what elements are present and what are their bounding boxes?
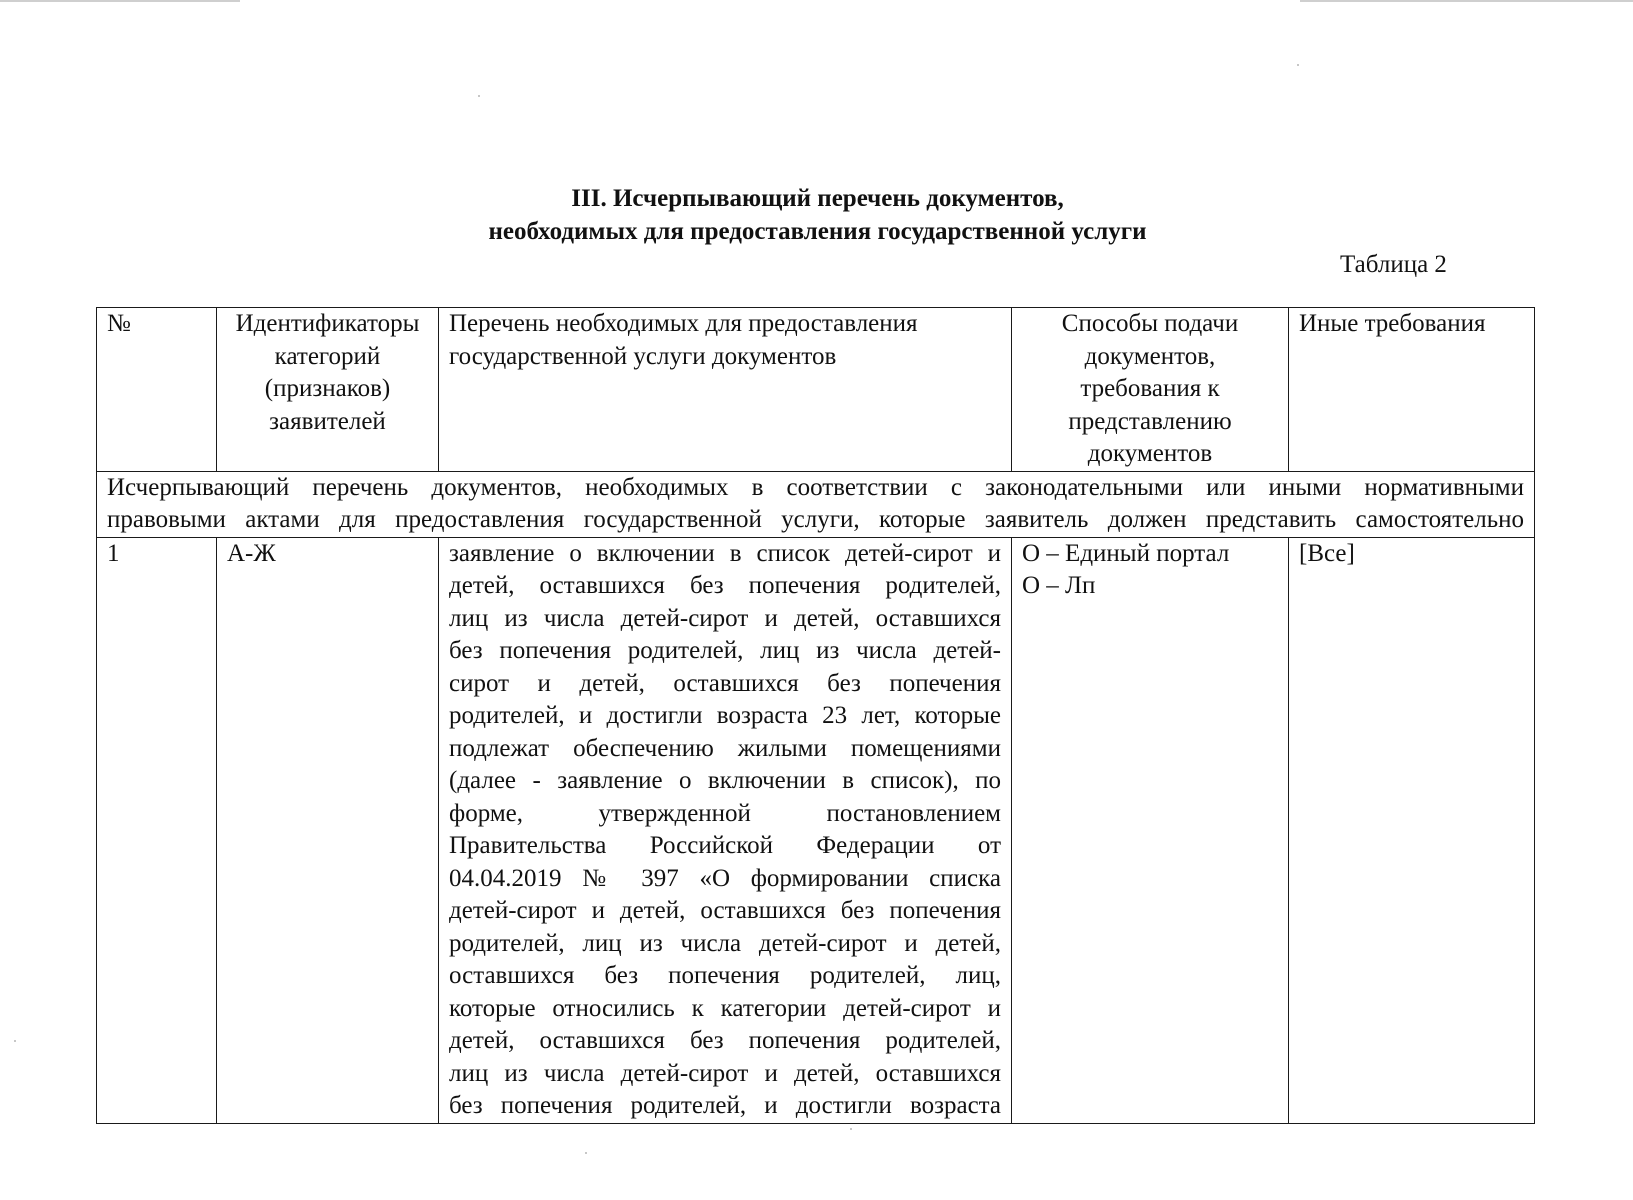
document-text-line: детей, оставшихся без попечения родителей, xyxy=(449,572,1001,599)
method-item: О – Лп xyxy=(1022,572,1096,599)
section-line-1: Исчерпывающий перечень документов, необходимых в соответствии с законодательными или иными нормативными xyxy=(107,473,1524,501)
scan-speck xyxy=(14,1040,16,1042)
row-documents xyxy=(439,537,1012,1123)
row-other: [Все] xyxy=(1289,537,1535,1123)
scan-speck xyxy=(585,1152,587,1154)
scan-speck xyxy=(1297,64,1299,66)
document-text-line: которые относились к категории детей-сирот и xyxy=(449,994,1001,1022)
row-methods xyxy=(1012,537,1289,1123)
section-heading xyxy=(0,182,1633,248)
scan-edge xyxy=(1300,0,1633,2)
document-text-line: без попечения родителей, лиц из числа детей- xyxy=(449,637,1001,664)
document-text-line: без попечения родителей, и достигли возраста xyxy=(449,1092,1001,1119)
document-text-line: родителей, лиц из числа детей-сирот и детей, xyxy=(449,929,1001,957)
scan-edge xyxy=(0,0,240,2)
heading-line-1: III. Исчерпывающий перечень документов, xyxy=(571,185,1064,212)
section-row xyxy=(97,471,1535,537)
section-cell xyxy=(97,471,1535,537)
heading-line-2: необходимых для предоставления государственной услуги xyxy=(488,218,1147,245)
header-identifiers: Идентификаторы категорий (признаков) заявителей xyxy=(217,308,439,472)
header-methods: Способы подачи документов, требования к представлению документов xyxy=(1012,308,1289,472)
row-num: 1 xyxy=(97,537,217,1123)
document-text-line: оставшихся без попечения родителей, лиц, xyxy=(449,962,1001,989)
table-caption: Таблица 2 xyxy=(1340,251,1447,278)
scan-speck xyxy=(478,95,480,97)
document-text-line: лиц из числа детей-сирот и детей, оставшихся xyxy=(449,604,1001,632)
section-line-2: правовыми актами для предоставления государственной услуги, которые заявитель должен представить самостоятельно xyxy=(107,506,1524,533)
table-row xyxy=(97,537,1535,1123)
document-text-line: детей, оставшихся без попечения родителей, xyxy=(449,1027,1001,1054)
document-text-line: лиц из числа детей-сирот и детей, оставшихся xyxy=(449,1059,1001,1087)
documents-table xyxy=(96,307,1535,1124)
method-item: О – Единый портал xyxy=(1022,539,1230,567)
header-num: № xyxy=(97,308,217,472)
row-identifiers: А-Ж xyxy=(217,537,439,1123)
document-text-line: 04.04.2019 № 397 «О формировании списка xyxy=(449,864,1001,892)
scan-speck xyxy=(850,1128,852,1130)
document-text-line: подлежат обеспечению жилыми помещениями xyxy=(449,734,1001,762)
header-documents: Перечень необходимых для предоставления государственной услуги документов xyxy=(439,308,1012,472)
document-text-line: сирот и детей, оставшихся без попечения xyxy=(449,669,1001,697)
table-header-row xyxy=(97,308,1535,472)
document-text-line: (далее - заявление о включении в список), по xyxy=(449,767,1001,794)
document-text-line: детей-сирот и детей, оставшихся без попечения xyxy=(449,897,1001,924)
header-other: Иные требования xyxy=(1289,308,1535,472)
document-text-line: родителей, и достигли возраста 23 лет, которые xyxy=(449,702,1001,729)
document-text-line: форме, утвержденной постановлением xyxy=(449,799,1001,827)
document-text-line: заявление о включении в список детей-сирот и xyxy=(449,539,1001,567)
document-text-line: Правительства Российской Федерации от xyxy=(449,832,1001,859)
